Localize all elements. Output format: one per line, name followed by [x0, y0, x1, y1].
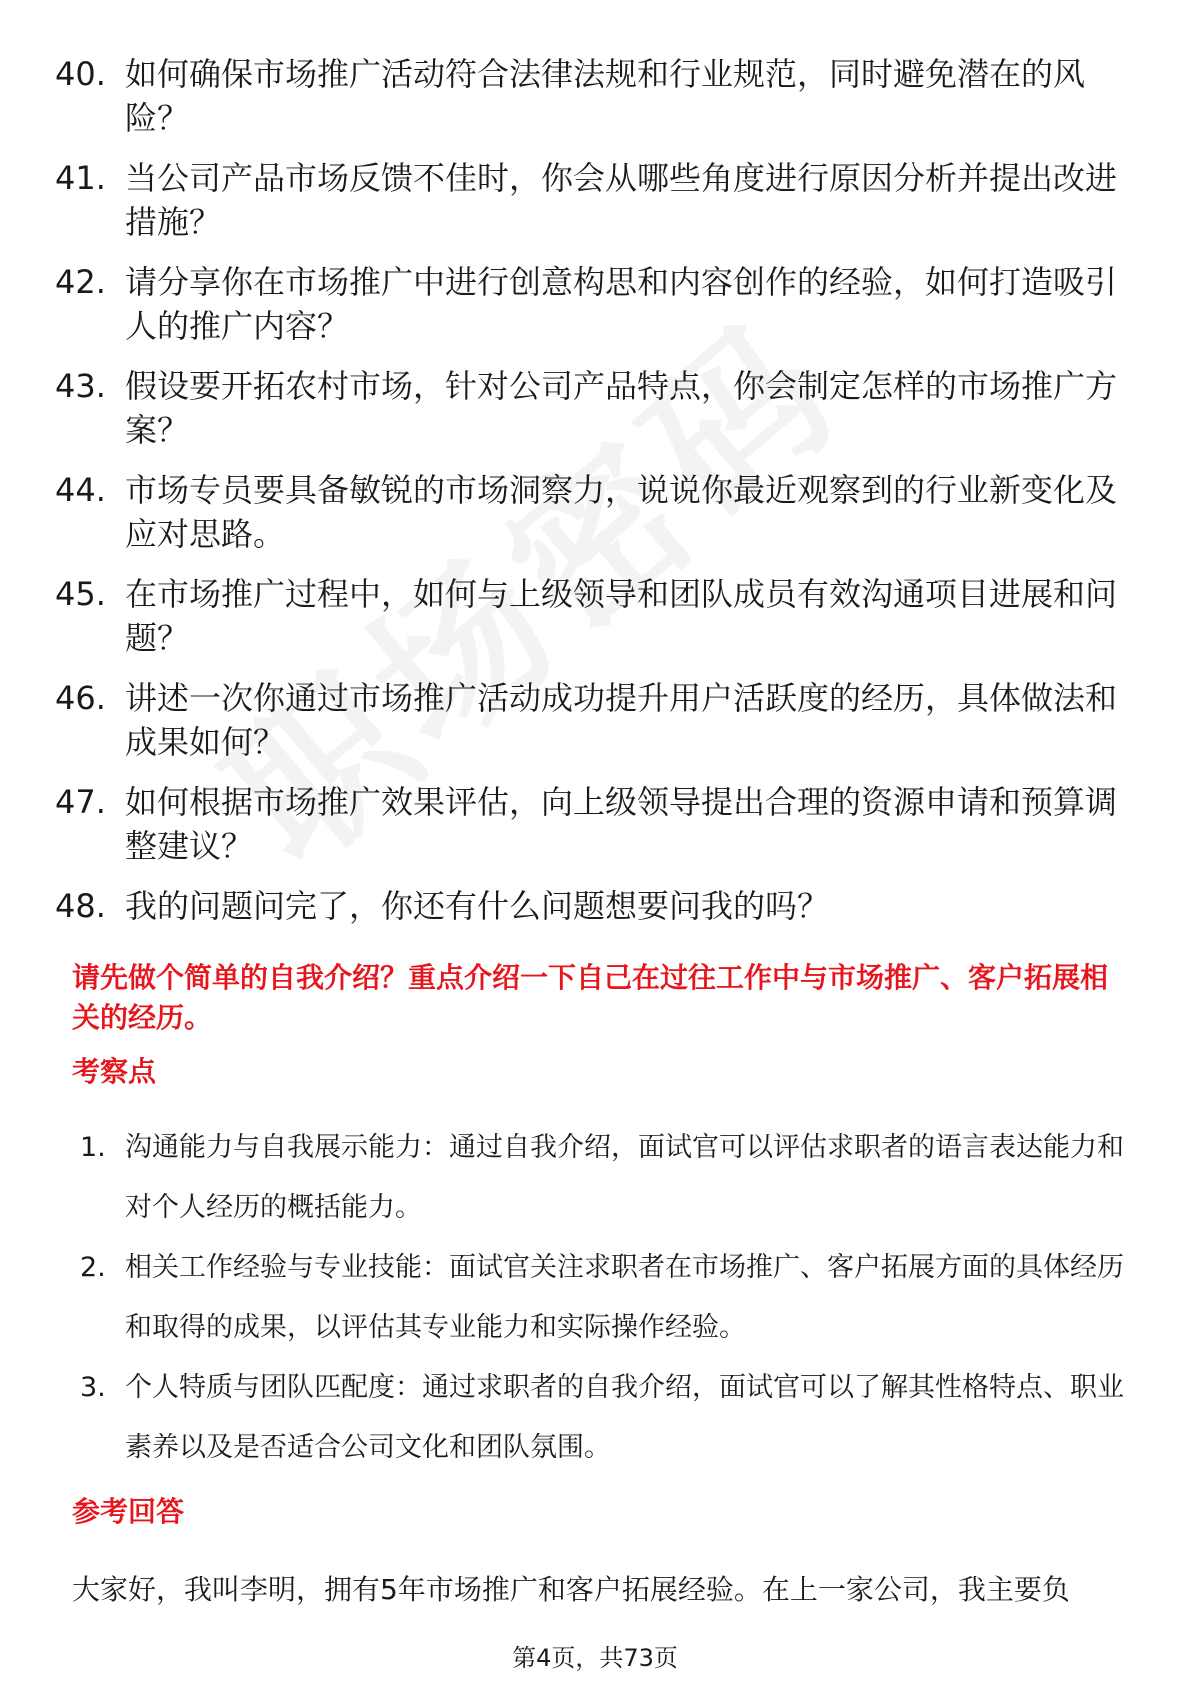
point-text: 个人特质与团队匹配度：通过求职者的自我介绍，面试官可以了解其性格特点、职业素养以及是否适合公司文化和团队氛围。	[125, 1372, 1124, 1463]
question-text: 如何确保市场推广活动符合法律法规和行业规范，同时避免潜在的风险？	[125, 55, 1086, 137]
question-item	[55, 780, 1135, 868]
question-text: 市场专员要具备敏锐的市场洞察力，说说你最近观察到的行业新变化及应对思路。	[125, 471, 1118, 553]
question-item	[55, 884, 1135, 928]
question-text: 讲述一次你通过市场推广活动成功提升用户活跃度的经历，具体做法和成果如何？	[125, 679, 1118, 761]
point-item	[80, 1358, 1140, 1478]
question-number: 43.	[55, 367, 106, 405]
question-text: 如何根据市场推广效果评估，向上级领导提出合理的资源申请和预算调整建议？	[125, 783, 1118, 865]
question-text: 我的问题问完了，你还有什么问题想要问我的吗？	[125, 887, 830, 925]
point-item	[80, 1238, 1140, 1358]
question-text: 假设要开拓农村市场，针对公司产品特点，你会制定怎样的市场推广方案？	[125, 367, 1118, 449]
question-item	[55, 260, 1135, 348]
question-item	[55, 156, 1135, 244]
question-number: 47.	[55, 783, 106, 821]
section-heading-points: 考察点	[72, 1055, 157, 1088]
question-item	[55, 676, 1135, 764]
question-item	[55, 468, 1135, 556]
main-question-heading: 请先做个简单的自我介绍？重点介绍一下自己在过往工作中与市场推广、客户拓展相关的经历。	[72, 961, 1109, 1034]
question-number: 44.	[55, 471, 106, 509]
question-number: 46.	[55, 679, 106, 717]
question-item	[55, 364, 1135, 452]
question-list	[55, 52, 1135, 944]
question-item	[55, 52, 1135, 140]
point-text: 相关工作经验与专业技能：面试官关注求职者在市场推广、客户拓展方面的具体经历和取得的成果，以评估其专业能力和实际操作经验。	[125, 1252, 1124, 1343]
question-item	[55, 572, 1135, 660]
section-heading-answer: 参考回答	[72, 1495, 185, 1528]
question-number: 41.	[55, 159, 106, 197]
page-footer: 第4页，共73页	[512, 1644, 678, 1672]
points-list	[80, 1118, 1140, 1478]
answer-paragraph: 大家好，我叫李明，拥有5年市场推广和客户拓展经验。在上一家公司，我主要负	[72, 1573, 1070, 1606]
point-number: 2.	[80, 1252, 106, 1283]
question-text: 在市场推广过程中，如何与上级领导和团队成员有效沟通项目进展和问题？	[125, 575, 1118, 657]
point-text: 沟通能力与自我展示能力：通过自我介绍，面试官可以评估求职者的语言表达能力和对个人经历的概括能力。	[125, 1132, 1124, 1223]
question-number: 45.	[55, 575, 106, 613]
point-number: 3.	[80, 1372, 106, 1403]
question-number: 40.	[55, 55, 106, 93]
question-text: 请分享你在市场推广中进行创意构思和内容创作的经验，如何打造吸引人的推广内容？	[125, 263, 1118, 345]
point-item	[80, 1118, 1140, 1238]
question-text: 当公司产品市场反馈不佳时，你会从哪些角度进行原因分析并提出改进措施？	[125, 159, 1118, 241]
point-number: 1.	[80, 1132, 106, 1163]
question-number: 48.	[55, 887, 106, 925]
question-number: 42.	[55, 263, 106, 301]
